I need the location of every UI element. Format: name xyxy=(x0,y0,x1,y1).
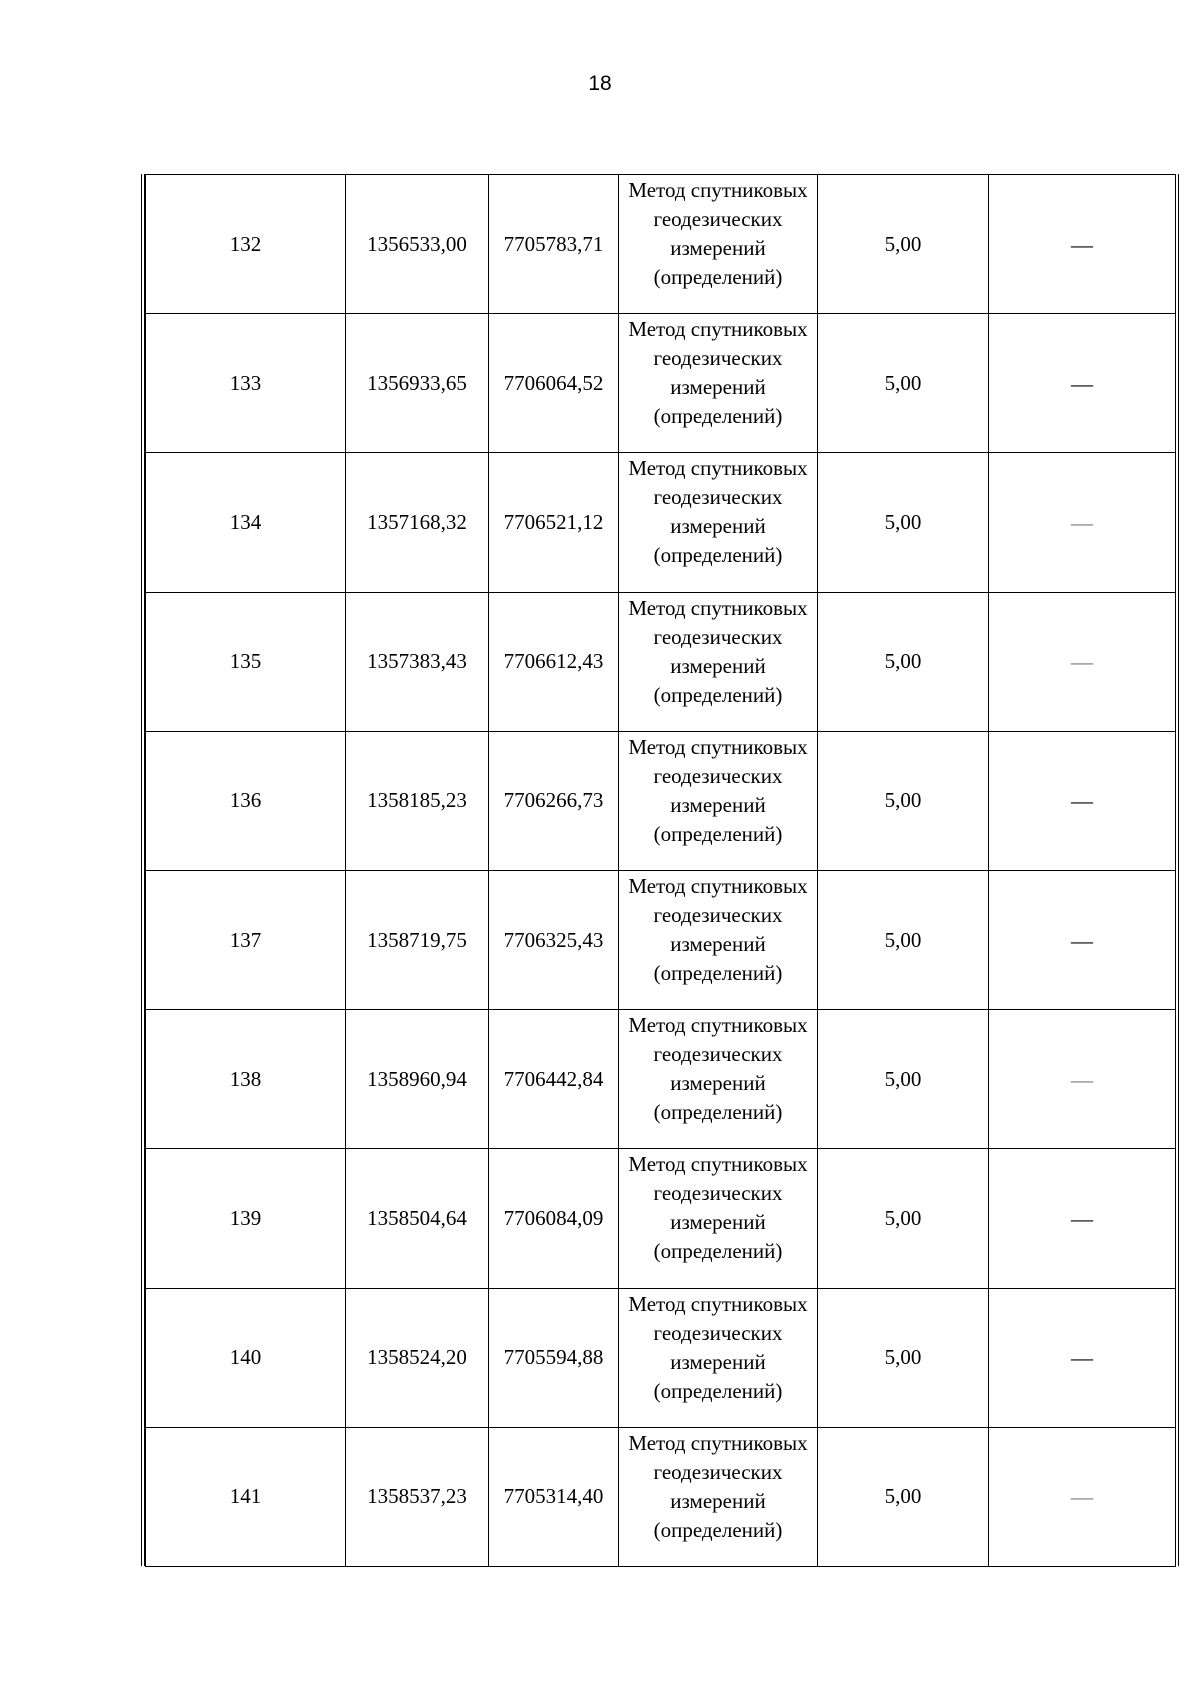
accuracy-cell: 5,00 xyxy=(818,1010,989,1149)
y-coordinate-cell: 7705314,40 xyxy=(489,1427,619,1566)
table-row xyxy=(146,1010,1176,1149)
method-line: геодезических xyxy=(653,485,783,510)
x-coordinate-cell: 1358960,94 xyxy=(346,1010,489,1149)
table-row xyxy=(146,314,1176,453)
table-row xyxy=(146,1149,1176,1288)
point-number-cell: 140 xyxy=(146,1288,346,1427)
method-line: Метод спутниковых xyxy=(628,456,808,481)
table-row xyxy=(146,175,1176,314)
table-row xyxy=(146,870,1176,1009)
method-line: Метод спутниковых xyxy=(628,595,808,620)
y-coordinate-cell: 7706064,52 xyxy=(489,314,619,453)
method-line: Метод спутниковых xyxy=(628,873,808,898)
method-line: измерений xyxy=(670,792,766,817)
method-line: измерений xyxy=(670,1071,766,1096)
x-coordinate-cell: 1358537,23 xyxy=(346,1427,489,1566)
accuracy-cell: 5,00 xyxy=(818,592,989,731)
coordinates-table-frame xyxy=(141,174,1179,1566)
method-line: измерений xyxy=(670,653,766,678)
method-cell xyxy=(619,731,818,870)
y-coordinate-cell: 7706084,09 xyxy=(489,1149,619,1288)
note-cell: — xyxy=(989,1427,1176,1566)
method-cell xyxy=(619,592,818,731)
accuracy-cell: 5,00 xyxy=(818,731,989,870)
method-line: геодезических xyxy=(653,1181,783,1206)
method-line: измерений xyxy=(670,1349,766,1374)
method-line: Метод спутниковых xyxy=(628,1013,808,1038)
point-number-cell: 139 xyxy=(146,1149,346,1288)
point-number-cell: 133 xyxy=(146,314,346,453)
note-cell: — xyxy=(989,592,1176,731)
method-line: измерений xyxy=(670,1210,766,1235)
method-cell xyxy=(619,1427,818,1566)
method-line: Метод спутниковых xyxy=(628,178,808,202)
method-line: Метод спутниковых xyxy=(628,1430,808,1455)
method-line: Метод спутниковых xyxy=(628,1152,808,1177)
method-line: (определений) xyxy=(653,1239,783,1264)
method-line: геодезических xyxy=(653,763,783,788)
y-coordinate-cell: 7705783,71 xyxy=(489,175,619,314)
point-number-cell: 137 xyxy=(146,870,346,1009)
method-cell xyxy=(619,175,818,314)
method-line: геодезических xyxy=(653,1042,783,1067)
y-coordinate-cell: 7706521,12 xyxy=(489,453,619,592)
method-cell xyxy=(619,1149,818,1288)
note-cell: — xyxy=(989,453,1176,592)
x-coordinate-cell: 1356933,65 xyxy=(346,314,489,453)
note-cell: — xyxy=(989,314,1176,453)
method-line: измерений xyxy=(670,1488,766,1513)
method-line: (определений) xyxy=(653,821,783,846)
method-line: (определений) xyxy=(653,960,783,985)
y-coordinate-cell: 7705594,88 xyxy=(489,1288,619,1427)
note-cell: — xyxy=(989,731,1176,870)
table-row xyxy=(146,453,1176,592)
point-number-cell: 136 xyxy=(146,731,346,870)
method-line: (определений) xyxy=(653,682,783,707)
method-line: измерений xyxy=(670,375,766,400)
accuracy-cell: 5,00 xyxy=(818,453,989,592)
method-line: измерений xyxy=(670,236,766,260)
y-coordinate-cell: 7706612,43 xyxy=(489,592,619,731)
x-coordinate-cell: 1356533,00 xyxy=(346,175,489,314)
accuracy-cell: 5,00 xyxy=(818,175,989,314)
x-coordinate-cell: 1357168,32 xyxy=(346,453,489,592)
method-line: измерений xyxy=(670,514,766,539)
page-number: 18 xyxy=(588,72,612,95)
method-line: (определений) xyxy=(653,265,783,289)
method-line: геодезических xyxy=(653,902,783,927)
x-coordinate-cell: 1358185,23 xyxy=(346,731,489,870)
table-row xyxy=(146,1427,1176,1566)
coordinates-table xyxy=(145,174,1176,1567)
note-cell: — xyxy=(989,175,1176,314)
point-number-cell: 134 xyxy=(146,453,346,592)
method-cell xyxy=(619,314,818,453)
note-cell: — xyxy=(989,1288,1176,1427)
point-number-cell: 141 xyxy=(146,1427,346,1566)
accuracy-cell: 5,00 xyxy=(818,314,989,453)
x-coordinate-cell: 1358504,64 xyxy=(346,1149,489,1288)
method-line: геодезических xyxy=(653,346,783,371)
method-cell xyxy=(619,870,818,1009)
method-line: геодезических xyxy=(653,1320,783,1345)
method-line: Метод спутниковых xyxy=(628,734,808,759)
method-line: (определений) xyxy=(653,404,783,429)
note-cell: — xyxy=(989,1010,1176,1149)
method-line: геодезических xyxy=(653,207,783,231)
y-coordinate-cell: 7706325,43 xyxy=(489,870,619,1009)
y-coordinate-cell: 7706442,84 xyxy=(489,1010,619,1149)
table-row xyxy=(146,731,1176,870)
method-cell xyxy=(619,453,818,592)
point-number-cell: 132 xyxy=(146,175,346,314)
accuracy-cell: 5,00 xyxy=(818,1427,989,1566)
accuracy-cell: 5,00 xyxy=(818,870,989,1009)
accuracy-cell: 5,00 xyxy=(818,1149,989,1288)
method-line: (определений) xyxy=(653,1100,783,1125)
method-cell xyxy=(619,1288,818,1427)
method-line: геодезических xyxy=(653,1459,783,1484)
method-line: Метод спутниковых xyxy=(628,317,808,342)
table-row xyxy=(146,592,1176,731)
method-line: Метод спутниковых xyxy=(628,1291,808,1316)
point-number-cell: 138 xyxy=(146,1010,346,1149)
method-line: (определений) xyxy=(653,543,783,568)
y-coordinate-cell: 7706266,73 xyxy=(489,731,619,870)
x-coordinate-cell: 1358524,20 xyxy=(346,1288,489,1427)
note-cell: — xyxy=(989,1149,1176,1288)
x-coordinate-cell: 1357383,43 xyxy=(346,592,489,731)
method-line: геодезических xyxy=(653,624,783,649)
point-number-cell: 135 xyxy=(146,592,346,731)
method-line: (определений) xyxy=(653,1517,783,1542)
note-cell: — xyxy=(989,870,1176,1009)
table-body xyxy=(146,175,1176,1567)
accuracy-cell: 5,00 xyxy=(818,1288,989,1427)
method-line: измерений xyxy=(670,931,766,956)
method-line: (определений) xyxy=(653,1378,783,1403)
x-coordinate-cell: 1358719,75 xyxy=(346,870,489,1009)
method-cell xyxy=(619,1010,818,1149)
table-row xyxy=(146,1288,1176,1427)
